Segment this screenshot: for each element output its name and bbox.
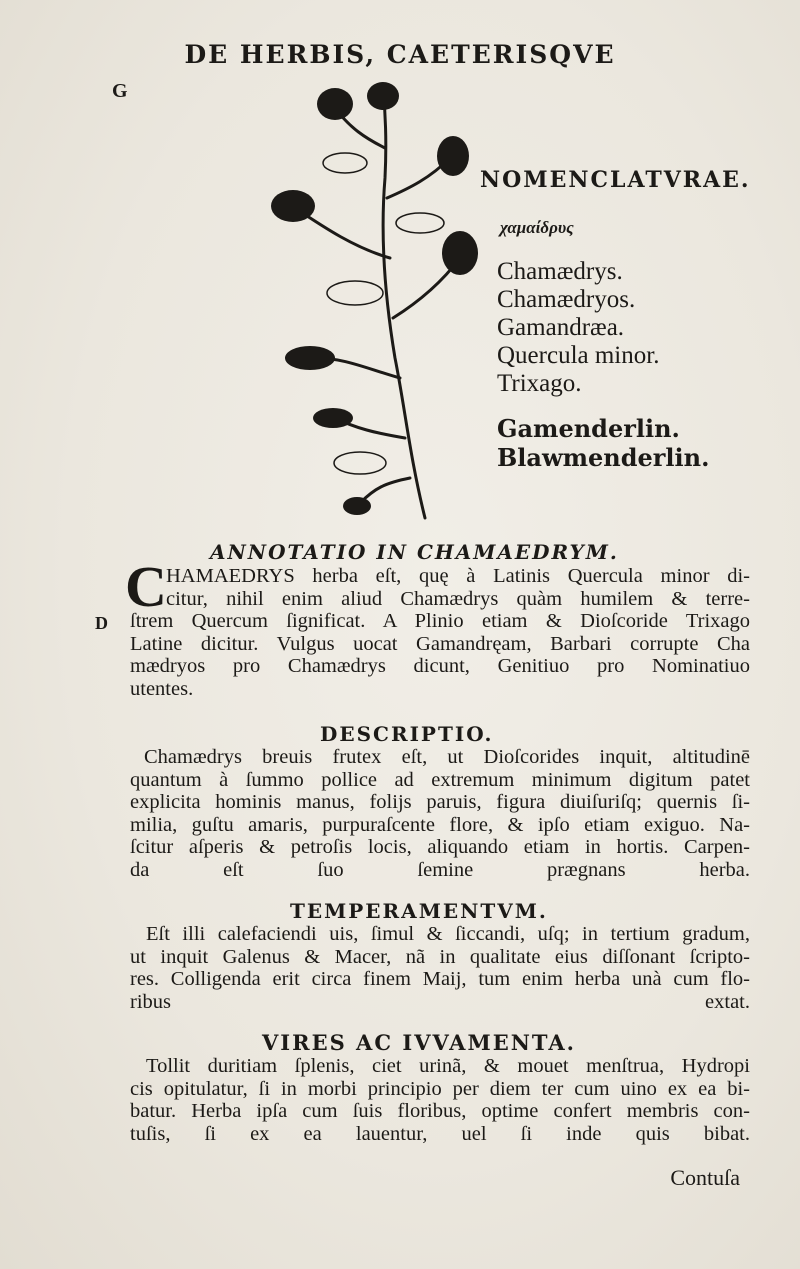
annotatio-paragraph: HAMAEDRYS herba eſt, quę à Latinis Quercula minor di- citur, nihil enim aliud Chamædrys quàm humilem & terre- ſtrem Quercum ſignificat. A Plinio etiam & Dioſcoride Trixago Latine dicitur. Vulgus uocat Gamandręam, Barbari corrupte Cha mædryos pro Chamædrys dicunt, Genitiuo pro Nominatiuo utentes. [130,565,750,700]
latin-name-item: Quercula minor. [497,342,660,369]
latin-name-item: Gamandræa. [497,314,625,341]
margin-letter: D [95,613,108,633]
latin-names-list [497,258,659,398]
running-head: DE HERBIS, CAETERISQVE [184,40,616,69]
section-heading-vires: VIRES AC IVVAMENTA. [262,1030,576,1055]
latin-name-item: Chamædrys. [497,258,623,285]
section-heading-descriptio: DESCRIPTIO. [320,722,494,746]
german-names-list [497,414,709,472]
section-heading-nomenclaturae: NOMENCLATVRAE. [480,167,751,193]
section-heading-temperamentum: TEMPERAMENTVM. [290,899,548,923]
signature-mark: G [112,80,128,102]
section-heading-annotatio: ANNOTATIO IN CHAMAEDRYM. [210,540,619,564]
drop-capital: C [125,554,167,619]
temperamentum-paragraph: Eſt illi calefaciendi uis, ſimul & ſiccandi, uſq; in tertium gradum, ut inquit Galenus & Macer, nã in qualitate eius diſſonant ſcripto- res. Colligenda erit circa finem Maij, tum enim herba unà cum flo- ribus extat. [130,923,750,1013]
descriptio-paragraph: Chamædrys breuis frutex eſt, ut Dioſcorides inquit, altitudinē quantum à ſummo pollice ad extremum minimum digitum patet explicita hominis manus, folijs paruis, figura diuiſuriſq; quernis ſi- milia, guſtu amaris, purpuraſcente flore, & ipſo etiam exiguo. Na- ſcitur aſperis & petroſis locis, aliquando etiam in hortis. Carpen- da eſt ſuo ſemine prægnans herba. [130,746,750,881]
latin-name-item: Trixago. [497,370,582,397]
plant-woodcut-illustration [235,78,480,533]
german-name-item: Blawmenderlin. [497,443,710,472]
latin-name-item: Chamædryos. [497,286,636,313]
vires-paragraph: Tollit duritiam ſplenis, ciet urinã, & mouet menſtrua, Hydropi cis opitulatur, ſi in morbi principio per diem ter cum uino ex ea bi- batur. Herba ipſa cum ſuis floribus, optime confert membris con- tuſis, ſi ex ea lauentur, uel ſi inde quis bibat. [130,1055,750,1145]
greek-name: χαμαίδρυς [500,218,574,237]
catchword: Contuſa [670,1165,740,1190]
german-name-item: Gamenderlin. [497,414,680,443]
